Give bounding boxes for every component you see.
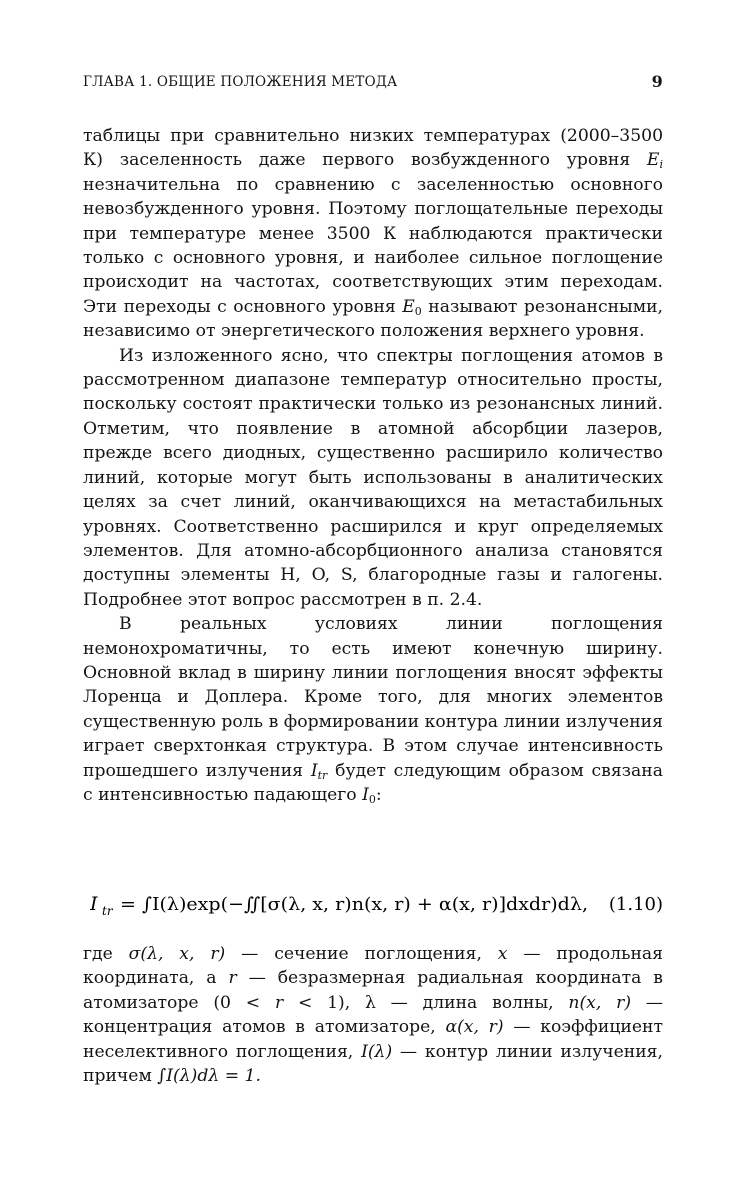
math-sigma: σ(λ, x, r) [128,944,226,964]
math-r: r [228,968,237,989]
body-text [83,124,663,807]
paragraph-1-part-b: незначительна по сравнению с заселенностью основного невозбужденного уровня. Поэтому поглощательные переходы при температуре менее 3500 К наблюдаются практически только с основного уровня, и наиболее сильное поглощение происходит на частотах, соответствующих этим переходам. Эти переходы с основного уровня [83,174,663,317]
symbol-E: E [646,150,660,171]
paragraph-4 [83,942,663,1088]
subscript-0: 0 [368,792,376,806]
text-part: — контур линии излучения, причем [83,1041,663,1087]
chapter-title: ГЛАВА 1. ОБЩИЕ ПОЛОЖЕНИЯ МЕТОДА [83,74,398,90]
text-part: — сечение поглощения, [225,944,498,964]
subscript-i: i [659,158,663,172]
symbol-I-tr: I [310,760,318,781]
text-part: — концентрация атомов в атомизаторе, [83,992,663,1038]
paragraph-2: Из изложенного ясно, что спектры поглощения атомов в рассмотренном диапазоне температур относительно просты, поскольку состоят практически только из резонансных линий. Отметим, что появление в атомной абсорбции лазеров, прежде всего диодных, существенно расширило количество линий, которые могут быть использованы в аналитических целях за счет линий, оканчивающихся на метастабильных уровнях. Соответственно расширился и круг определяемых элементов. Для атомно-абсорбционного анализа становятся доступны элементы H, O, S, благородные газы и галогены. Подробнее этот вопрос рассмотрен в п. 2.4. [83,345,663,610]
math-normalization: ∫I(λ)dλ = 1. [157,1066,261,1087]
math-x: x [497,944,508,964]
math-r: r [274,992,284,1013]
text-part: — коэффициент неселективного поглощения, [83,1017,663,1062]
page-number: 9 [651,72,663,91]
equation-rhs: = ∫I(λ)exp(−∬[σ(λ, x, r)n(x, r) + α(x, r)]dxdr)dλ, [120,894,588,915]
text-part: — продольная координата, а [83,944,663,989]
equation-explanation [83,942,663,1088]
text-part: — безразмерная радиальная координата в атомизаторе (0 < [83,968,663,1013]
running-header [83,74,663,94]
paragraph-3-part-b: будет следующим образом связана с интенсивностью падающего [83,760,663,805]
equation-lhs: I [90,893,98,915]
text-part: где [83,944,129,964]
paragraph-1-part-c: называют резонансными, независимо от энергетического положения верхнего уровня. [83,296,663,342]
text-part: < 1), λ — длина волны, [283,992,569,1013]
math-n: n(x, r) [568,992,632,1013]
equation-svg [90,878,663,928]
math-alpha: α(x, r) [445,1017,504,1038]
paragraph-3-part-a: В реальных условиях линии поглощения немонохроматичны, то есть имеют конечную ширину. Основной вклад в ширину линии поглощения вносят эффекты Лоренца и Доплера. Кроме того, для многих элементов существенную роль в формировании контура линии излучения играет сверхтонкая структура. В этом случае интенсивность прошедшего излучения [83,614,663,781]
equation-lhs-subscript: tr [102,904,113,918]
paragraph-1 [83,124,663,344]
paragraph-3 [83,612,663,807]
subscript-tr: tr [317,768,328,782]
equation-number: (1.10) [608,894,663,915]
paragraph-3-part-c: : [375,784,382,805]
equation-1-10 [90,878,663,928]
symbol-I0: I [362,784,369,805]
symbol-E0: E [402,296,415,317]
subscript-0: 0 [414,304,422,318]
paragraph-1-part-a: таблицы при сравнительно низких температурах (2000–3500 К) заселенность даже первого возбужденного уровня [83,126,663,171]
math-I-lambda: I(λ) [361,1041,393,1062]
